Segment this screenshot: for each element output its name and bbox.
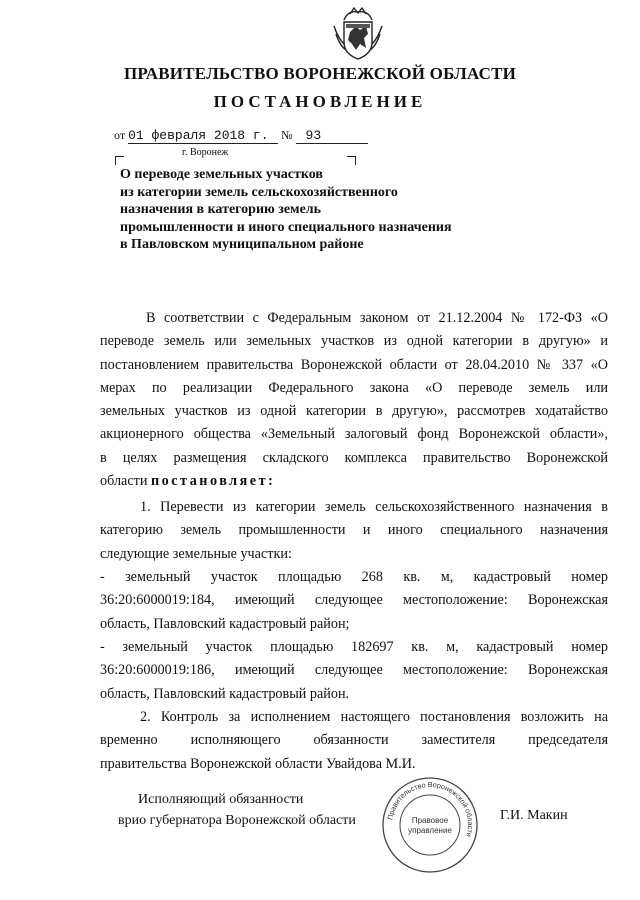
position-line: врио губернатора Воронежской области xyxy=(118,813,356,828)
number-label: № xyxy=(281,128,293,142)
body-line: переводе земель или земельных участков из одной категории в другую» и xyxy=(100,333,608,350)
title-bracket-right xyxy=(347,156,356,165)
signatory-position xyxy=(118,789,356,831)
body-line: область, Павловский кадастровый район; xyxy=(100,615,350,632)
title-line: в Павловском муниципальном районе xyxy=(120,237,364,252)
document-type-heading: ПОСТАНОВЛЕНИЕ xyxy=(213,92,427,111)
plot-2-paragraph xyxy=(100,636,608,706)
body-line: 36:20:6000019:184, имеющий следующее местоположение: Воронежская xyxy=(100,592,608,609)
document-date: 01 февраля 2018 г. xyxy=(128,128,278,144)
preamble-last-word: области xyxy=(100,473,148,490)
body-line: временно исполняющего обязанности заместителя председателя xyxy=(100,732,608,749)
date-line xyxy=(114,128,368,144)
government-heading: ПРАВИТЕЛЬСТВО ВОРОНЕЖСКОЙ ОБЛАСТИ xyxy=(123,64,517,83)
body-line: правительства Воронежской области Увайдова М.И. xyxy=(100,755,416,772)
title-bracket-left xyxy=(115,156,124,165)
body-line xyxy=(100,470,608,493)
body-line: В соответствии с Федеральным законом от 21.12.2004 № 172-ФЗ «О xyxy=(146,310,608,326)
body-line: акционерного общества «Земельный залоговый фонд Воронежской области», xyxy=(100,426,608,443)
coat-of-arms-emblem xyxy=(330,4,386,62)
document-number: 93 xyxy=(296,128,368,144)
body-line: - земельный участок площадью 182697 кв. м, кадастровый номер xyxy=(100,639,608,655)
body-line: 36:20:6000019:186, имеющий следующее местоположение: Воронежская xyxy=(100,662,608,679)
item-2-paragraph xyxy=(100,706,608,776)
from-label: от xyxy=(114,128,126,142)
document-title xyxy=(120,166,500,254)
stamp-inner-line: управление xyxy=(408,826,452,835)
body-line: земельных участков из одной категории в другую», рассмотрев ходатайство xyxy=(100,403,608,420)
body-line: следующие земельные участки: xyxy=(100,545,292,562)
body-line: - земельный участок площадью 268 кв. м, кадастровый номер xyxy=(100,569,608,585)
body-line: 1. Перевести из категории земель сельскохозяйственного назначения в xyxy=(140,499,608,515)
body-line: мерах по реализации Федерального закона «О переводе земель или xyxy=(100,379,608,396)
stamp-ring-text: Правительство Воронежской области xyxy=(385,779,476,838)
title-line: из категории земель сельскохозяйственного xyxy=(120,184,398,200)
body-line: в целях размещения складского комплекса правительство Воронежской xyxy=(100,449,608,466)
preamble-paragraph xyxy=(100,307,608,493)
position-line: Исполняющий обязанности xyxy=(138,792,304,807)
title-line: назначения в категорию земель xyxy=(120,202,322,217)
item-1-paragraph xyxy=(100,496,608,566)
resolves-word: постановляет: xyxy=(150,473,276,490)
stamp-inner-line: Правовое xyxy=(411,816,449,825)
plot-1-paragraph xyxy=(100,566,608,636)
city-label: г. Воронеж xyxy=(182,147,229,158)
body-line: категорию земель промышленности и иного специального назначения xyxy=(100,522,608,539)
title-line: промышленности и иного специального назначения xyxy=(120,219,452,235)
body-line: 2. Контроль за исполнением настоящего постановления возложить на xyxy=(140,709,608,725)
official-stamp xyxy=(380,775,480,875)
signatory-name: Г.И. Макин xyxy=(500,808,568,823)
body-line: область, Павловский кадастровый район. xyxy=(100,685,350,702)
body-line: постановлением правительства Воронежской области от 28.04.2010 № 337 «О xyxy=(100,356,608,373)
title-line: О переводе земельных участков xyxy=(120,167,323,182)
